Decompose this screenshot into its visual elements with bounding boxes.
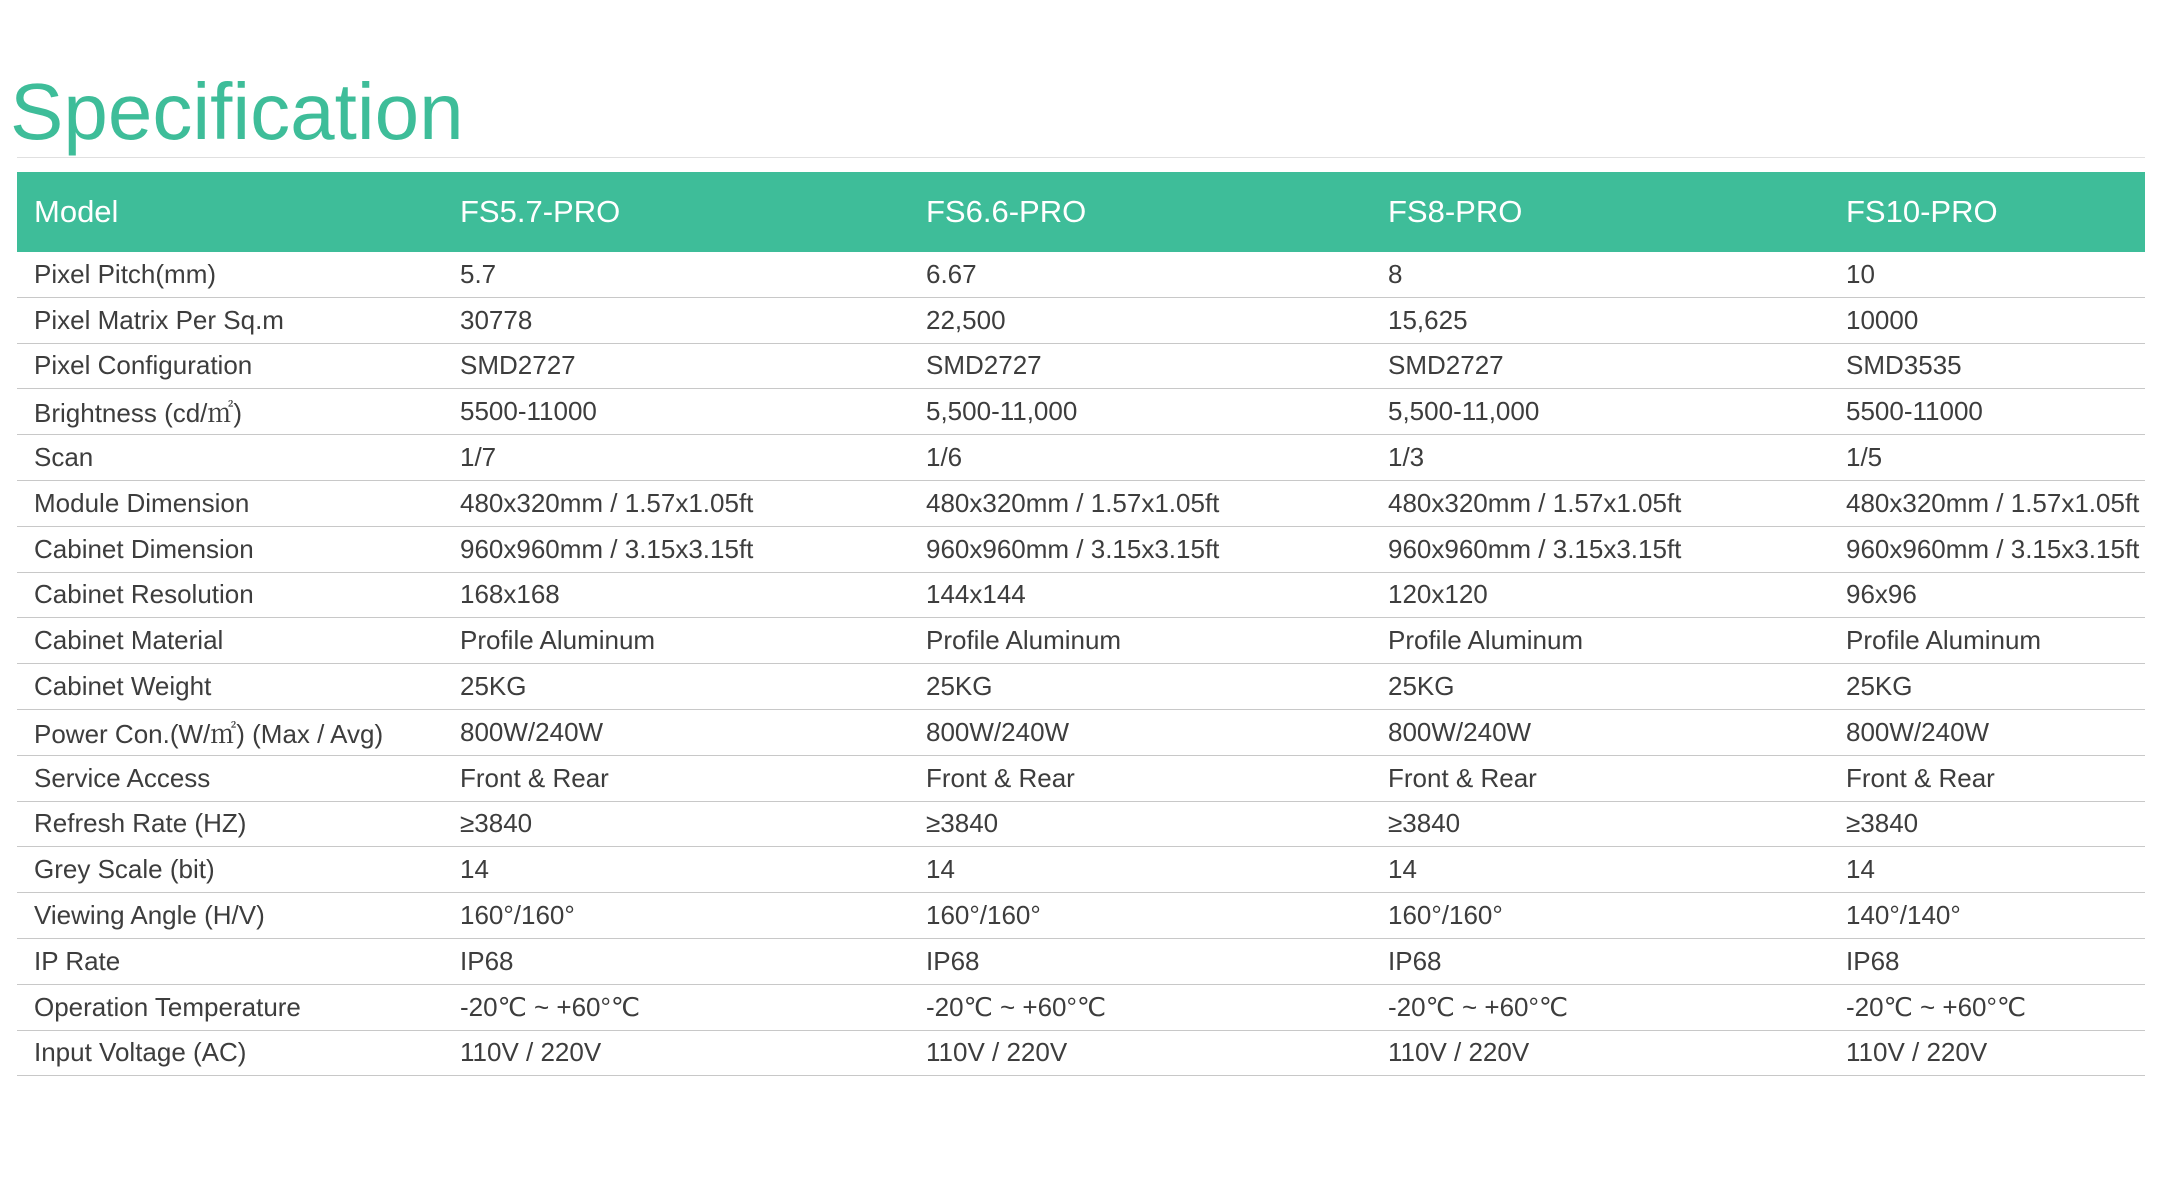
table-row-input-voltage [17, 1031, 2145, 1077]
cell-value: 160°/160° [1388, 900, 1503, 931]
row-label: Grey Scale (bit) [34, 854, 215, 885]
cell-value: -20℃ ~ +60°℃ [460, 991, 641, 1022]
row-label: Viewing Angle (H/V) [34, 900, 265, 931]
cell-value: 96x96 [1846, 579, 1917, 610]
cell-value: 25KG [460, 671, 527, 702]
cell-value: 22,500 [926, 304, 1006, 335]
cell-value: 480x320mm / 1.57x1.05ft [1388, 487, 1682, 518]
cell-value: 5.7 [460, 258, 497, 289]
cell-value: Front & Rear [1846, 762, 1995, 793]
cell-value: Profile Aluminum [460, 625, 656, 656]
row-label: Pixel Pitch(mm) [34, 258, 217, 289]
row-label: Cabinet Weight [34, 671, 212, 702]
table-row-module-dimension [17, 481, 2145, 527]
cell-value: -20℃ ~ +60°℃ [1846, 991, 2027, 1022]
cell-value: 960x960mm / 3.15x3.15ft [926, 533, 1220, 564]
cell-value: 10000 [1846, 304, 1919, 335]
cell-value: 110V / 220V [460, 1037, 602, 1068]
table-row-cabinet-dimension [17, 527, 2145, 573]
cell-value: 110V / 220V [926, 1037, 1068, 1068]
cell-value: 10 [1846, 258, 1875, 289]
cell-value: 480x320mm / 1.57x1.05ft [460, 487, 754, 518]
cell-value: ≥3840 [926, 808, 999, 839]
cell-value: Profile Aluminum [1388, 625, 1584, 656]
cell-value: 25KG [1846, 671, 1913, 702]
cell-value: 110V / 220V [1846, 1037, 1988, 1068]
column-header-fs8-pro: FS8-PRO [1388, 194, 1523, 229]
table-row-ip-rate [17, 939, 2145, 985]
cell-value: ≥3840 [1846, 808, 1919, 839]
table-row-scan [17, 435, 2145, 481]
spec-table [17, 172, 2145, 1076]
cell-value: 14 [460, 854, 489, 885]
cell-value: 800W/240W [926, 716, 1070, 747]
cell-value: 25KG [1388, 671, 1455, 702]
cell-value: 5500-11000 [460, 396, 597, 427]
cell-value: 800W/240W [460, 716, 604, 747]
table-row-service-access [17, 756, 2145, 802]
cell-value: Front & Rear [1388, 762, 1537, 793]
cell-value: 120x120 [1388, 579, 1488, 610]
table-row-pixel-configuration [17, 344, 2145, 390]
row-label: Refresh Rate (HZ) [34, 808, 247, 839]
cell-value: 1/7 [460, 442, 497, 473]
cell-value: 960x960mm / 3.15x3.15ft [1846, 533, 2140, 564]
cell-value: 25KG [926, 671, 993, 702]
table-row-cabinet-material [17, 618, 2145, 664]
cell-value: 5,500-11,000 [926, 396, 1078, 427]
cell-value: 144x144 [926, 579, 1026, 610]
cell-value: 15,625 [1388, 304, 1468, 335]
cell-value: -20℃ ~ +60°℃ [1388, 991, 1569, 1022]
cell-value: SMD2727 [926, 350, 1042, 381]
row-label: Brightness (cd/㎡) [34, 398, 243, 429]
row-label: IP Rate [34, 945, 121, 976]
row-label: Service Access [34, 762, 211, 793]
column-header-model: Model [34, 194, 119, 229]
cell-value: 800W/240W [1846, 716, 1990, 747]
column-header-fs10-pro: FS10-PRO [1846, 194, 1998, 229]
table-row-cabinet-weight [17, 664, 2145, 710]
cell-value: 480x320mm / 1.57x1.05ft [1846, 487, 2140, 518]
row-label: Module Dimension [34, 487, 250, 518]
cell-value: Profile Aluminum [926, 625, 1122, 656]
table-row-brightness [17, 389, 2145, 435]
table-row-operation-temperature [17, 985, 2145, 1031]
cell-value: 5500-11000 [1846, 396, 1983, 427]
row-label: Operation Temperature [34, 991, 301, 1022]
table-row-viewing-angle [17, 893, 2145, 939]
cell-value: Front & Rear [460, 762, 609, 793]
cell-value: IP68 [460, 945, 514, 976]
table-row-power-consumption [17, 710, 2145, 756]
cell-value: SMD2727 [1388, 350, 1504, 381]
cell-value: 140°/140° [1846, 900, 1961, 931]
cell-value: 14 [926, 854, 955, 885]
column-header-fs57-pro: FS5.7-PRO [460, 194, 621, 229]
cell-value: 8 [1388, 258, 1403, 289]
cell-value: 1/6 [926, 442, 963, 473]
cell-value: 110V / 220V [1388, 1037, 1530, 1068]
cell-value: 160°/160° [460, 900, 575, 931]
cell-value: 5,500-11,000 [1388, 396, 1540, 427]
row-label: Pixel Matrix Per Sq.m [34, 304, 284, 335]
row-label: Cabinet Dimension [34, 533, 254, 564]
cell-value: IP68 [926, 945, 980, 976]
cell-value: Front & Rear [926, 762, 1075, 793]
cell-value: 14 [1388, 854, 1417, 885]
cell-value: 480x320mm / 1.57x1.05ft [926, 487, 1220, 518]
cell-value: SMD2727 [460, 350, 576, 381]
table-row-cabinet-resolution [17, 573, 2145, 619]
row-label: Input Voltage (AC) [34, 1037, 247, 1068]
cell-value: -20℃ ~ +60°℃ [926, 991, 1107, 1022]
cell-value: 168x168 [460, 579, 560, 610]
cell-value: 960x960mm / 3.15x3.15ft [1388, 533, 1682, 564]
cell-value: 1/5 [1846, 442, 1883, 473]
cell-value: Profile Aluminum [1846, 625, 2042, 656]
row-label: Power Con.(W/㎡) (Max / Avg) [34, 718, 384, 749]
table-row-grey-scale [17, 847, 2145, 893]
row-label: Cabinet Material [34, 625, 224, 656]
cell-value: 160°/160° [926, 900, 1041, 931]
page-title: Specification [10, 67, 464, 156]
cell-value: 30778 [460, 304, 533, 335]
cell-value: 6.67 [926, 258, 977, 289]
cell-value: 800W/240W [1388, 716, 1532, 747]
table-top-border [17, 157, 2145, 158]
table-header-row [17, 172, 2145, 252]
cell-value: 960x960mm / 3.15x3.15ft [460, 533, 754, 564]
cell-value: ≥3840 [460, 808, 533, 839]
cell-value: IP68 [1846, 945, 1900, 976]
cell-value: 14 [1846, 854, 1875, 885]
cell-value: 1/3 [1388, 442, 1425, 473]
cell-value: ≥3840 [1388, 808, 1461, 839]
row-label: Scan [34, 442, 94, 473]
table-row-refresh-rate [17, 802, 2145, 848]
row-label: Pixel Configuration [34, 350, 253, 381]
table-row-pixel-matrix [17, 298, 2145, 344]
cell-value: SMD3535 [1846, 350, 1962, 381]
cell-value: IP68 [1388, 945, 1442, 976]
column-header-fs66-pro: FS6.6-PRO [926, 194, 1087, 229]
row-label: Cabinet Resolution [34, 579, 254, 610]
table-row-pixel-pitch [17, 252, 2145, 298]
